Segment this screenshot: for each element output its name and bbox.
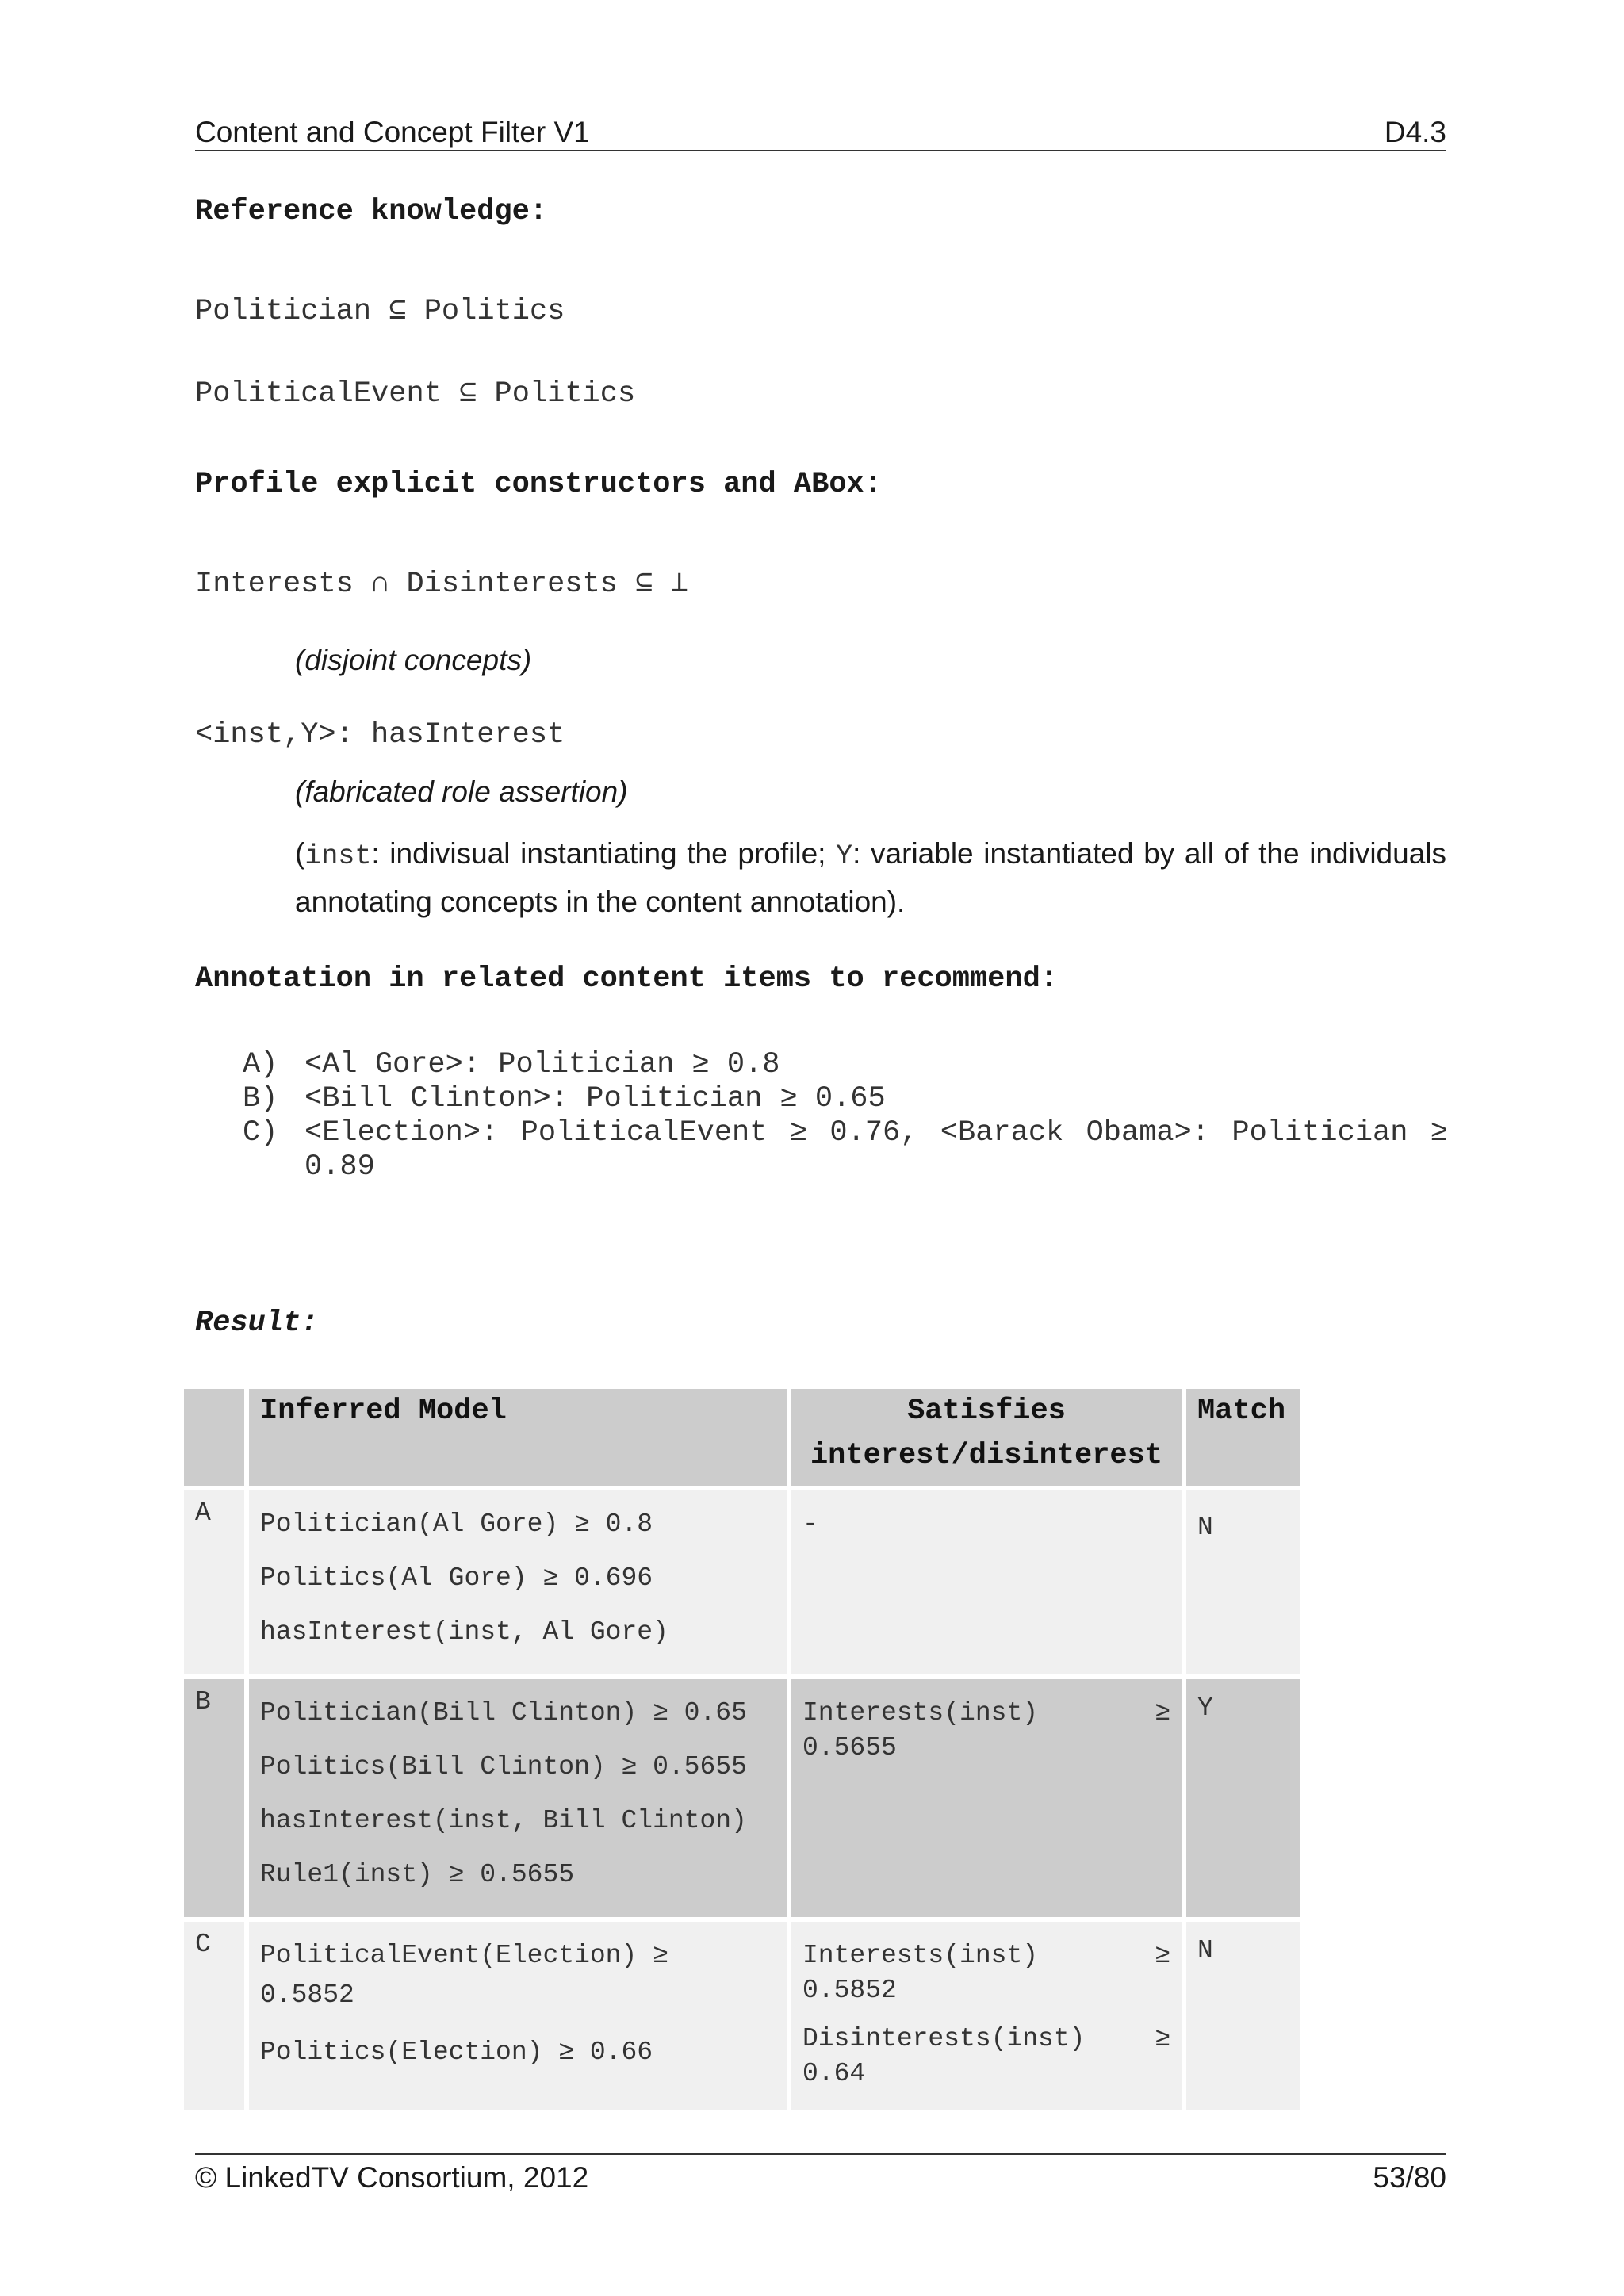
satisfies-value: 0.5655	[802, 1733, 897, 1762]
explanation-text: (	[295, 837, 305, 870]
satisfies-value: 0.64	[802, 2059, 866, 2088]
row-id: A	[184, 1490, 244, 1674]
reference-line-politician: Politician ⊆ Politics	[195, 295, 565, 328]
satisfies-cell	[791, 1922, 1182, 2110]
satisfies-operator: ≥	[1155, 2024, 1170, 2053]
list-item-label: B)	[243, 1082, 278, 1115]
satisfies-entry	[802, 1693, 1170, 1762]
satisfies-operator: ≥	[1155, 1698, 1170, 1728]
satisfies-text: -	[802, 1510, 818, 1539]
model-line: Politician(Al Gore) ≥ 0.8	[260, 1510, 653, 1539]
document-id: D4.3	[1384, 116, 1446, 148]
model-cell	[249, 1922, 787, 2110]
reference-heading: Reference knowledge:	[195, 195, 548, 228]
satisfies-text: Interests(inst)	[802, 1698, 1039, 1728]
explanation-text: : variable instantiated by all of the individuals annotating concepts in the content annotation).	[295, 837, 1447, 918]
satisfies-entry	[802, 2019, 1170, 2088]
model-cell	[249, 1679, 787, 1917]
table-header-row	[184, 1389, 1300, 1486]
list-item	[243, 1048, 1448, 1082]
list-item	[243, 1116, 1448, 1184]
copyright-text: © LinkedTV Consortium, 2012	[195, 2160, 589, 2194]
result-table	[179, 1384, 1305, 2115]
explanation-paragraph	[295, 831, 1446, 925]
explanation-code-y: Y	[836, 840, 853, 872]
header-satisfies: Satisfies interest/disinterest	[791, 1389, 1182, 1486]
list-item-label: C)	[243, 1116, 278, 1150]
satisfies-operator: ≥	[1155, 1941, 1170, 1970]
header-blank	[184, 1389, 244, 1486]
disjoint-note: (disjoint concepts)	[295, 644, 532, 676]
model-line: hasInterest(inst, Al Gore)	[260, 1617, 668, 1647]
role-line: <inst,Y>: hasInterest	[195, 718, 565, 752]
satisfies-entry	[802, 1505, 1170, 1544]
match-cell: Y	[1186, 1679, 1300, 1917]
explanation-text: : indivisual instantiating the profile;	[371, 837, 837, 870]
model-line: Rule1(inst) ≥ 0.5655	[260, 1860, 575, 1889]
model-line: hasInterest(inst, Bill Clinton)	[260, 1806, 747, 1835]
page-header	[195, 115, 1446, 151]
document-title: Content and Concept Filter V1	[195, 116, 590, 148]
table-row	[184, 1922, 1300, 2110]
page-number: 53/80	[1373, 2160, 1446, 2194]
match-cell: N	[1186, 1490, 1300, 1674]
satisfies-cell	[791, 1490, 1182, 1674]
role-note: (fabricated role assertion)	[295, 775, 628, 808]
list-item-label: A)	[243, 1048, 278, 1081]
satisfies-entry	[802, 1936, 1170, 2005]
model-line: Politics(Election) ≥ 0.66	[260, 2038, 653, 2067]
annotation-heading: Annotation in related content items to recommend:	[195, 962, 1058, 996]
list-item	[243, 1082, 1448, 1116]
model-cell	[249, 1490, 787, 1674]
table-row	[184, 1679, 1300, 1917]
list-item-text: <Al Gore>: Politician ≥ 0.8	[304, 1048, 780, 1081]
satisfies-text: Disinterests(inst)	[802, 2024, 1086, 2053]
page-footer	[195, 2153, 1446, 2194]
model-line: PoliticalEvent(Election) ≥ 0.5852	[260, 1941, 668, 2010]
match-cell: N	[1186, 1922, 1300, 2110]
model-line: Politician(Bill Clinton) ≥ 0.65	[260, 1698, 747, 1728]
model-line: Politics(Bill Clinton) ≥ 0.5655	[260, 1752, 747, 1781]
table-row	[184, 1490, 1300, 1674]
disjoint-line: Interests ∩ Disinterests ⊆ ⊥	[195, 568, 688, 601]
reference-line-political-event: PoliticalEvent ⊆ Politics	[195, 377, 636, 411]
list-item-text: <Bill Clinton>: Politician ≥ 0.65	[304, 1082, 886, 1115]
result-heading: Result:	[195, 1307, 319, 1340]
header-inferred-model: Inferred Model	[249, 1389, 787, 1486]
profile-heading: Profile explicit constructors and ABox:	[195, 468, 882, 501]
satisfies-value: 0.5852	[802, 1976, 897, 2005]
annotation-list	[243, 1048, 1448, 1184]
row-id: C	[184, 1922, 244, 2110]
satisfies-text: Interests(inst)	[802, 1941, 1039, 1970]
row-id: B	[184, 1679, 244, 1917]
header-match: Match	[1186, 1389, 1300, 1486]
explanation-code-inst: inst	[304, 840, 372, 872]
model-line: Politics(Al Gore) ≥ 0.696	[260, 1563, 653, 1593]
satisfies-cell	[791, 1679, 1182, 1917]
list-item-text: <Election>: PoliticalEvent ≥ 0.76, <Barack Obama>: Politician ≥ 0.89	[304, 1116, 1448, 1184]
